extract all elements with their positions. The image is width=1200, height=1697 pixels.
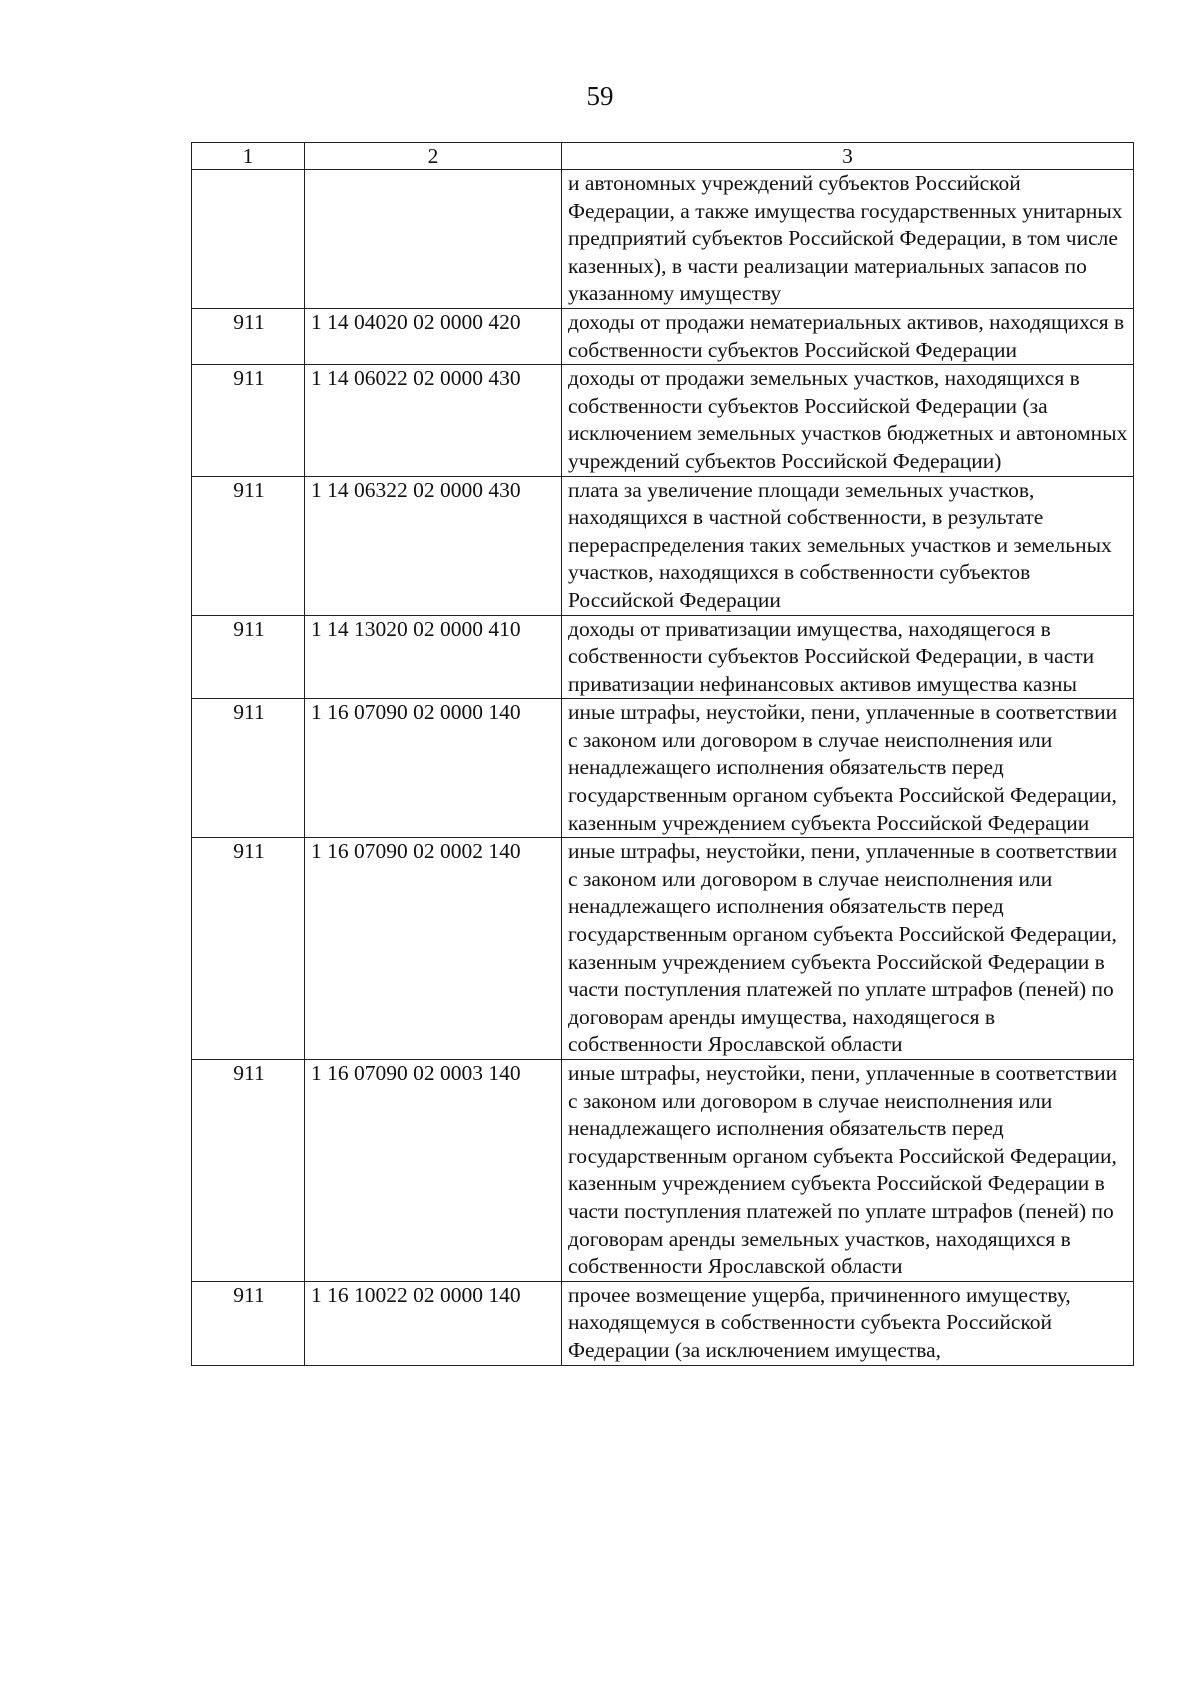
table-row (192, 1281, 1134, 1365)
admin-code-cell: 911 (192, 1060, 305, 1282)
admin-code-cell: 911 (192, 365, 305, 476)
column-header-1: 1 (192, 143, 305, 170)
admin-code-cell: 911 (192, 615, 305, 699)
description-cell: плата за увеличение площади земельных участков, находящихся в частной собственности, в результате перераспределения таких земельных участков и земельных участков, находящихся в собственности субъектов Российской Федерации (562, 476, 1134, 615)
revenue-code-cell: 1 16 10022 02 0000 140 (305, 1281, 562, 1365)
revenue-code-cell: 1 16 07090 02 0000 140 (305, 699, 562, 838)
description-cell: доходы от продажи нематериальных активов, находящихся в собственности субъектов Российской Федерации (562, 308, 1134, 364)
admin-code-cell: 911 (192, 476, 305, 615)
column-header-3: 3 (562, 143, 1134, 170)
revenue-code-cell: 1 14 04020 02 0000 420 (305, 308, 562, 364)
table-row (192, 476, 1134, 615)
admin-code-cell: 911 (192, 308, 305, 364)
description-cell: иные штрафы, неустойки, пени, уплаченные в соответствии с законом или договором в случае неисполнения или ненадлежащего исполнения обязательств перед государственным органом субъекта Российской Федерации, казенным учреждением субъекта Российской Федерации в части поступления платежей по уплате штрафов (пеней) по договорам аренды имущества, находящегося в собственности Ярославской области (562, 838, 1134, 1060)
table-row (192, 365, 1134, 476)
revenue-code-cell: 1 16 07090 02 0003 140 (305, 1060, 562, 1282)
description-cell: доходы от приватизации имущества, находящегося в собственности субъектов Российской Федерации, в части приватизации нефинансовых активов имущества казны (562, 615, 1134, 699)
column-header-2: 2 (305, 143, 562, 170)
admin-code-cell (192, 170, 305, 309)
description-cell: иные штрафы, неустойки, пени, уплаченные в соответствии с законом или договором в случае неисполнения или ненадлежащего исполнения обязательств перед государственным органом субъекта Российской Федерации, казенным учреждением субъекта Российской Федерации (562, 699, 1134, 838)
table-row (192, 308, 1134, 364)
table-row (192, 615, 1134, 699)
revenue-codes-table (191, 142, 1134, 1366)
revenue-code-cell: 1 14 06022 02 0000 430 (305, 365, 562, 476)
revenue-code-cell: 1 14 06322 02 0000 430 (305, 476, 562, 615)
admin-code-cell: 911 (192, 838, 305, 1060)
revenue-code-cell: 1 14 13020 02 0000 410 (305, 615, 562, 699)
table-row (192, 699, 1134, 838)
description-cell: и автономных учреждений субъектов Российской Федерации, а также имущества государственных унитарных предприятий субъектов Российской Федерации, в том числе казенных), в части реализации материальных запасов по указанному имуществу (562, 170, 1134, 309)
table-row (192, 838, 1134, 1060)
description-cell: иные штрафы, неустойки, пени, уплаченные в соответствии с законом или договором в случае неисполнения или ненадлежащего исполнения обязательств перед государственным органом субъекта Российской Федерации, казенным учреждением субъекта Российской Федерации в части поступления платежей по уплате штрафов (пеней) по договорам аренды земельных участков, находящихся в собственности Ярославской области (562, 1060, 1134, 1282)
table-header-row (192, 143, 1134, 170)
description-cell: доходы от продажи земельных участков, находящихся в собственности субъектов Российской Федерации (за исключением земельных участков бюджетных и автономных учреждений субъектов Российской Федерации) (562, 365, 1134, 476)
table-row (192, 1060, 1134, 1282)
revenue-code-cell (305, 170, 562, 309)
table-row (192, 170, 1134, 309)
revenue-code-cell: 1 16 07090 02 0002 140 (305, 838, 562, 1060)
description-cell: прочее возмещение ущерба, причиненного имуществу, находящемуся в собственности субъекта Российской Федерации (за исключением имущества, (562, 1281, 1134, 1365)
page-number: 59 (586, 81, 614, 111)
admin-code-cell: 911 (192, 699, 305, 838)
admin-code-cell: 911 (192, 1281, 305, 1365)
